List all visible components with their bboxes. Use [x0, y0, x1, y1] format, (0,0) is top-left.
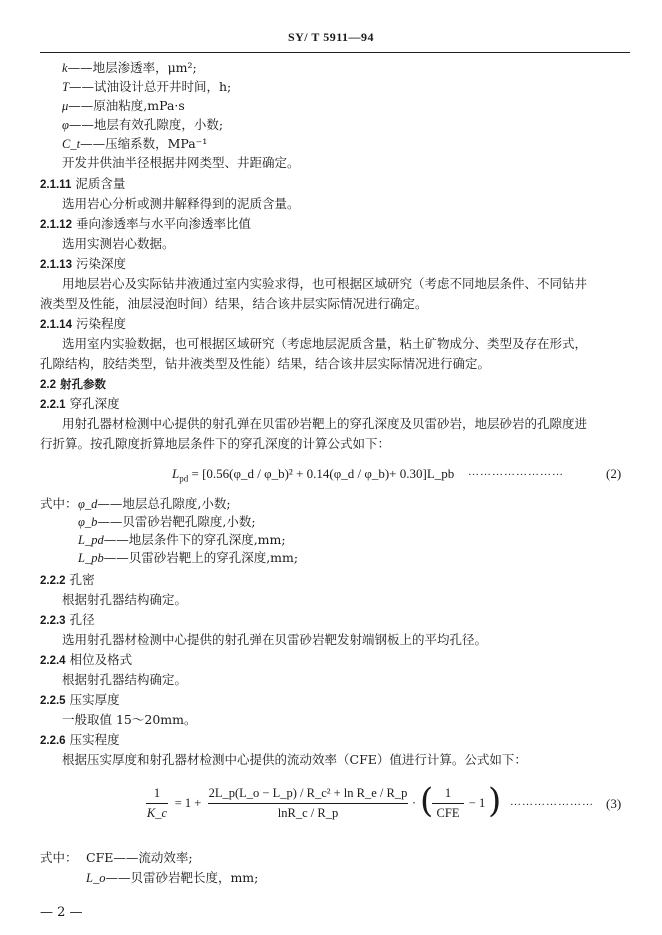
var-Ct: C_t——压缩系数，MPa⁻¹ [62, 136, 208, 151]
var-phi-d: φ_d——地层总孔隙度,小数; [78, 496, 231, 511]
body-2-1-13-line2: 液类型及性能，油层浸泡时间）结果，结合该井层实际情况进行确定。 [40, 296, 428, 311]
standard-header: SY/ T 5911—94 [287, 30, 375, 44]
heading-2-2-5: 2.2.5 压实厚度 [40, 692, 120, 707]
body-2-2-1-line2: 行折算。按孔隙度折算地层条件下的穿孔深度的计算公式如下： [40, 436, 391, 451]
formula-2-number: (2) [606, 466, 622, 481]
page-number: — 2 — [40, 905, 83, 920]
heading-2-2-1: 2.2.1 穿孔深度 [40, 396, 120, 411]
var-phi: φ——地层有效孔隙度，小数; [62, 117, 224, 132]
body-2-1-11: 选用岩心分析或测井解释得到的泥质含量。 [62, 196, 300, 211]
body-2-1-13-line1: 用地层岩心及实际钻井液通过室内实验求得，也可根据区域研究（考虑不同地层条件、不同钻井 [62, 276, 588, 291]
body-2-1-14-line2: 孔隙结构，胶结类型，钻井液类型及性能）结果，结合该井层实际情况进行确定。 [40, 356, 491, 371]
heading-2-1-14: 2.1.14 污染程度 [40, 316, 126, 331]
body-2-2-1-line1: 用射孔器材检测中心提供的射孔弹在贝雷砂岩靶上的穿孔深度及贝雷砂岩，地层砂岩的孔隙度进 [62, 416, 588, 431]
heading-2-2-6: 2.2.6 压实程度 [40, 732, 120, 747]
var-CFE: CFE——流动效率; [86, 850, 193, 865]
var-phi-b: φ_b——贝雷砂岩靶孔隙度,小数; [78, 514, 256, 529]
where-label-3: 式中： [40, 850, 78, 865]
formula-3-leader-dots: ………………… [510, 796, 594, 808]
var-L-pd: L_pd——地层条件下的穿孔深度,mm; [78, 532, 286, 547]
formula-3-mid-denominator: lnR_c / R_p [277, 806, 339, 820]
var-L-o: L_o——贝雷砂岩靶长度，mm; [86, 870, 259, 885]
formula-3-left-paren: ( [420, 781, 434, 821]
heading-2-2-2: 2.2.2 孔密 [40, 572, 95, 587]
formula-3-number: (3) [606, 796, 622, 811]
para-supply-radius: 开发井供油半径根据井网类型、井距确定。 [62, 155, 300, 170]
formula-3-lhs-bar [146, 803, 168, 804]
heading-2-2-3: 2.2.3 孔径 [40, 612, 95, 627]
var-T: T——试油设计总开井时间，h; [62, 79, 232, 94]
formula-3-right-numerator: 1 [444, 786, 452, 800]
body-2-1-14-line1: 选用室内实验数据，也可根据区域研究（考虑地层泥质含量，粘土矿物成分、类型及存在形式， [62, 336, 588, 351]
heading-2-1-13: 2.1.13 污染深度 [40, 256, 126, 271]
formula-3-lhs-denominator: K_c [146, 806, 168, 820]
header-rule [40, 52, 630, 53]
formula-3-lhs-numerator: 1 [153, 786, 161, 800]
formula-3-mid-bar [208, 803, 408, 804]
heading-2-1-11: 2.1.11 泥质含量 [40, 176, 126, 191]
body-2-2-4: 根据射孔器结构确定。 [62, 672, 188, 687]
formula-3-minus-one: − 1 [468, 796, 486, 810]
body-2-2-5: 一般取值 15～20mm。 [62, 712, 197, 727]
body-2-2-2: 根据射孔器结构确定。 [62, 592, 188, 607]
var-mu: μ——原油粘度,mPa·s [62, 98, 185, 113]
heading-2-1-12: 2.1.12 垂向渗透率与水平向渗透率比值 [40, 216, 251, 231]
body-2-2-6: 根据压实厚度和射孔器材检测中心提供的流动效率（CFE）值进行计算。公式如下： [62, 752, 527, 767]
formula-3-dot: · [411, 796, 417, 810]
var-L-pb: L_pb——贝雷砂岩靶上的穿孔深度,mm; [78, 550, 299, 565]
formula-2-leader-dots: …………………… [468, 466, 564, 478]
formula-2: $L_{pd}$ = [0.56(φ_d / φ_b)² + 0.14(φ_d / φ_b)+ 0.30]L_pb [172, 466, 455, 484]
heading-2-2: 2.2 射孔参数 [40, 379, 106, 391]
where-label-2: 式中： [40, 496, 78, 511]
body-2-1-12: 选用实测岩心数据。 [62, 236, 175, 251]
formula-3-right-bar [432, 803, 464, 804]
var-k: k——地层渗透率，μm²; [62, 60, 197, 75]
formula-3-right-paren: ) [488, 781, 502, 821]
formula-3-mid-numerator: 2L_p(L_o − L_p) / R_c² + ln R_e / R_p [208, 786, 408, 800]
body-2-2-3: 选用射孔器材检测中心提供的射孔弹在贝雷砂岩靶发射端钢板上的平均孔径。 [62, 632, 488, 647]
heading-2-2-4: 2.2.4 相位及格式 [40, 652, 133, 667]
formula-3-equals-one: = 1 + [174, 796, 202, 810]
formula-3-right-denominator: CFE [436, 806, 460, 820]
